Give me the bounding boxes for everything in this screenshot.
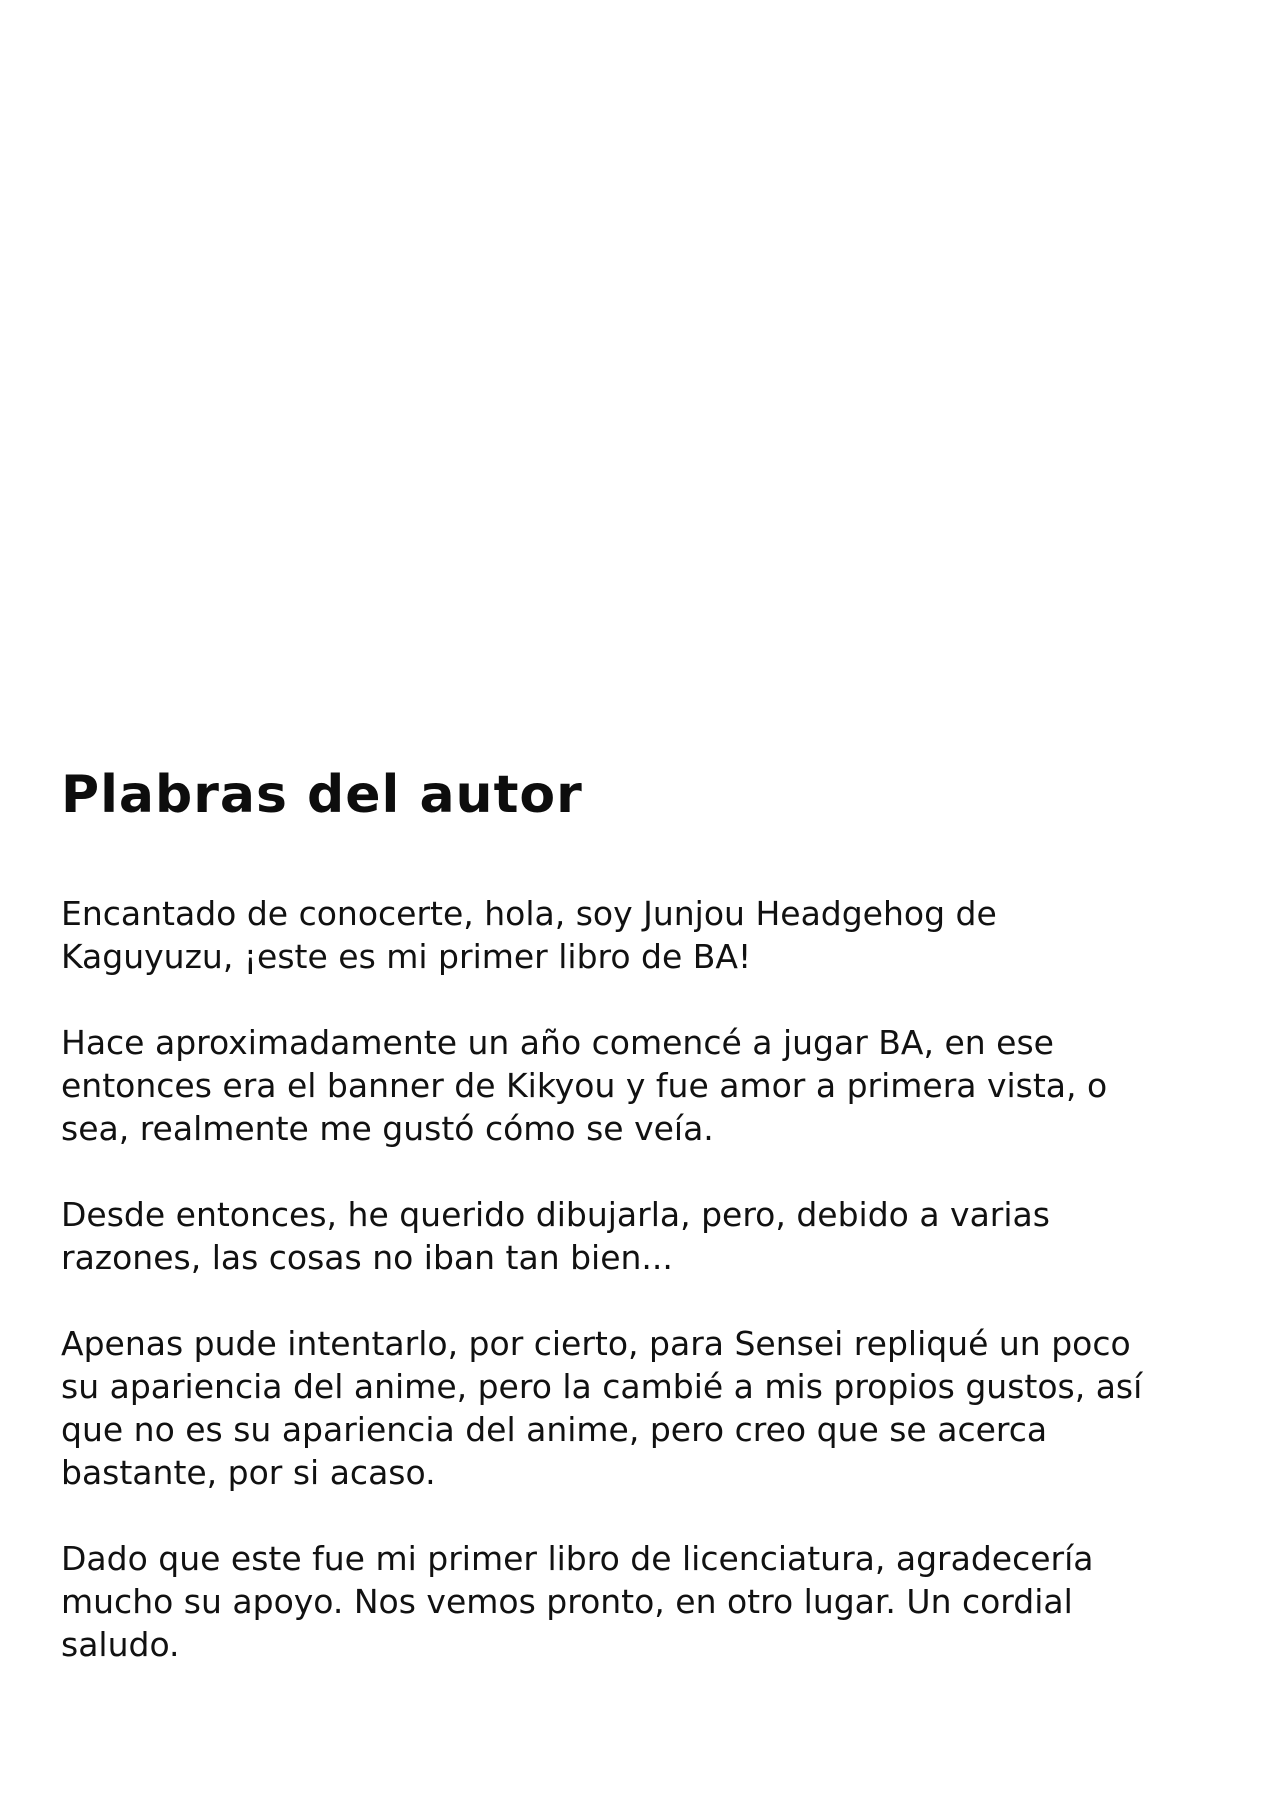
paragraph-first-impression: Hace aproximadamente un año comencé a jugar BA, en ese entonces era el banner de Kikyou y fue amor a primera vista, o sea, realmente me gustó cómo se veía.	[61, 1023, 1108, 1148]
paragraph-sensei-appearance: Apenas pude intentarlo, por cierto, para Sensei repliqué un poco su apariencia del anime, pero la cambié a mis propios gustos, así que no es su apariencia del anime, pero creo que se acerca bastante, por si acaso.	[61, 1324, 1143, 1492]
paragraph-closing: Dado que este fue mi primer libro de licenciatura, agradecería mucho su apoyo. Nos vemos pronto, en otro lugar. Un cordial saludo.	[61, 1539, 1094, 1664]
paragraph-greeting: Encantado de conocerte, hola, soy Junjou Headgehog de Kaguyuzu, ¡este es mi primer libro de BA!	[61, 894, 997, 976]
author-notes	[61, 760, 1241, 1709]
page-title: Plabras del autor	[61, 765, 583, 825]
paragraph-wanting-to-draw: Desde entonces, he querido dibujarla, pero, debido a varias razones, las cosas no iban tan bien...	[61, 1195, 1050, 1277]
